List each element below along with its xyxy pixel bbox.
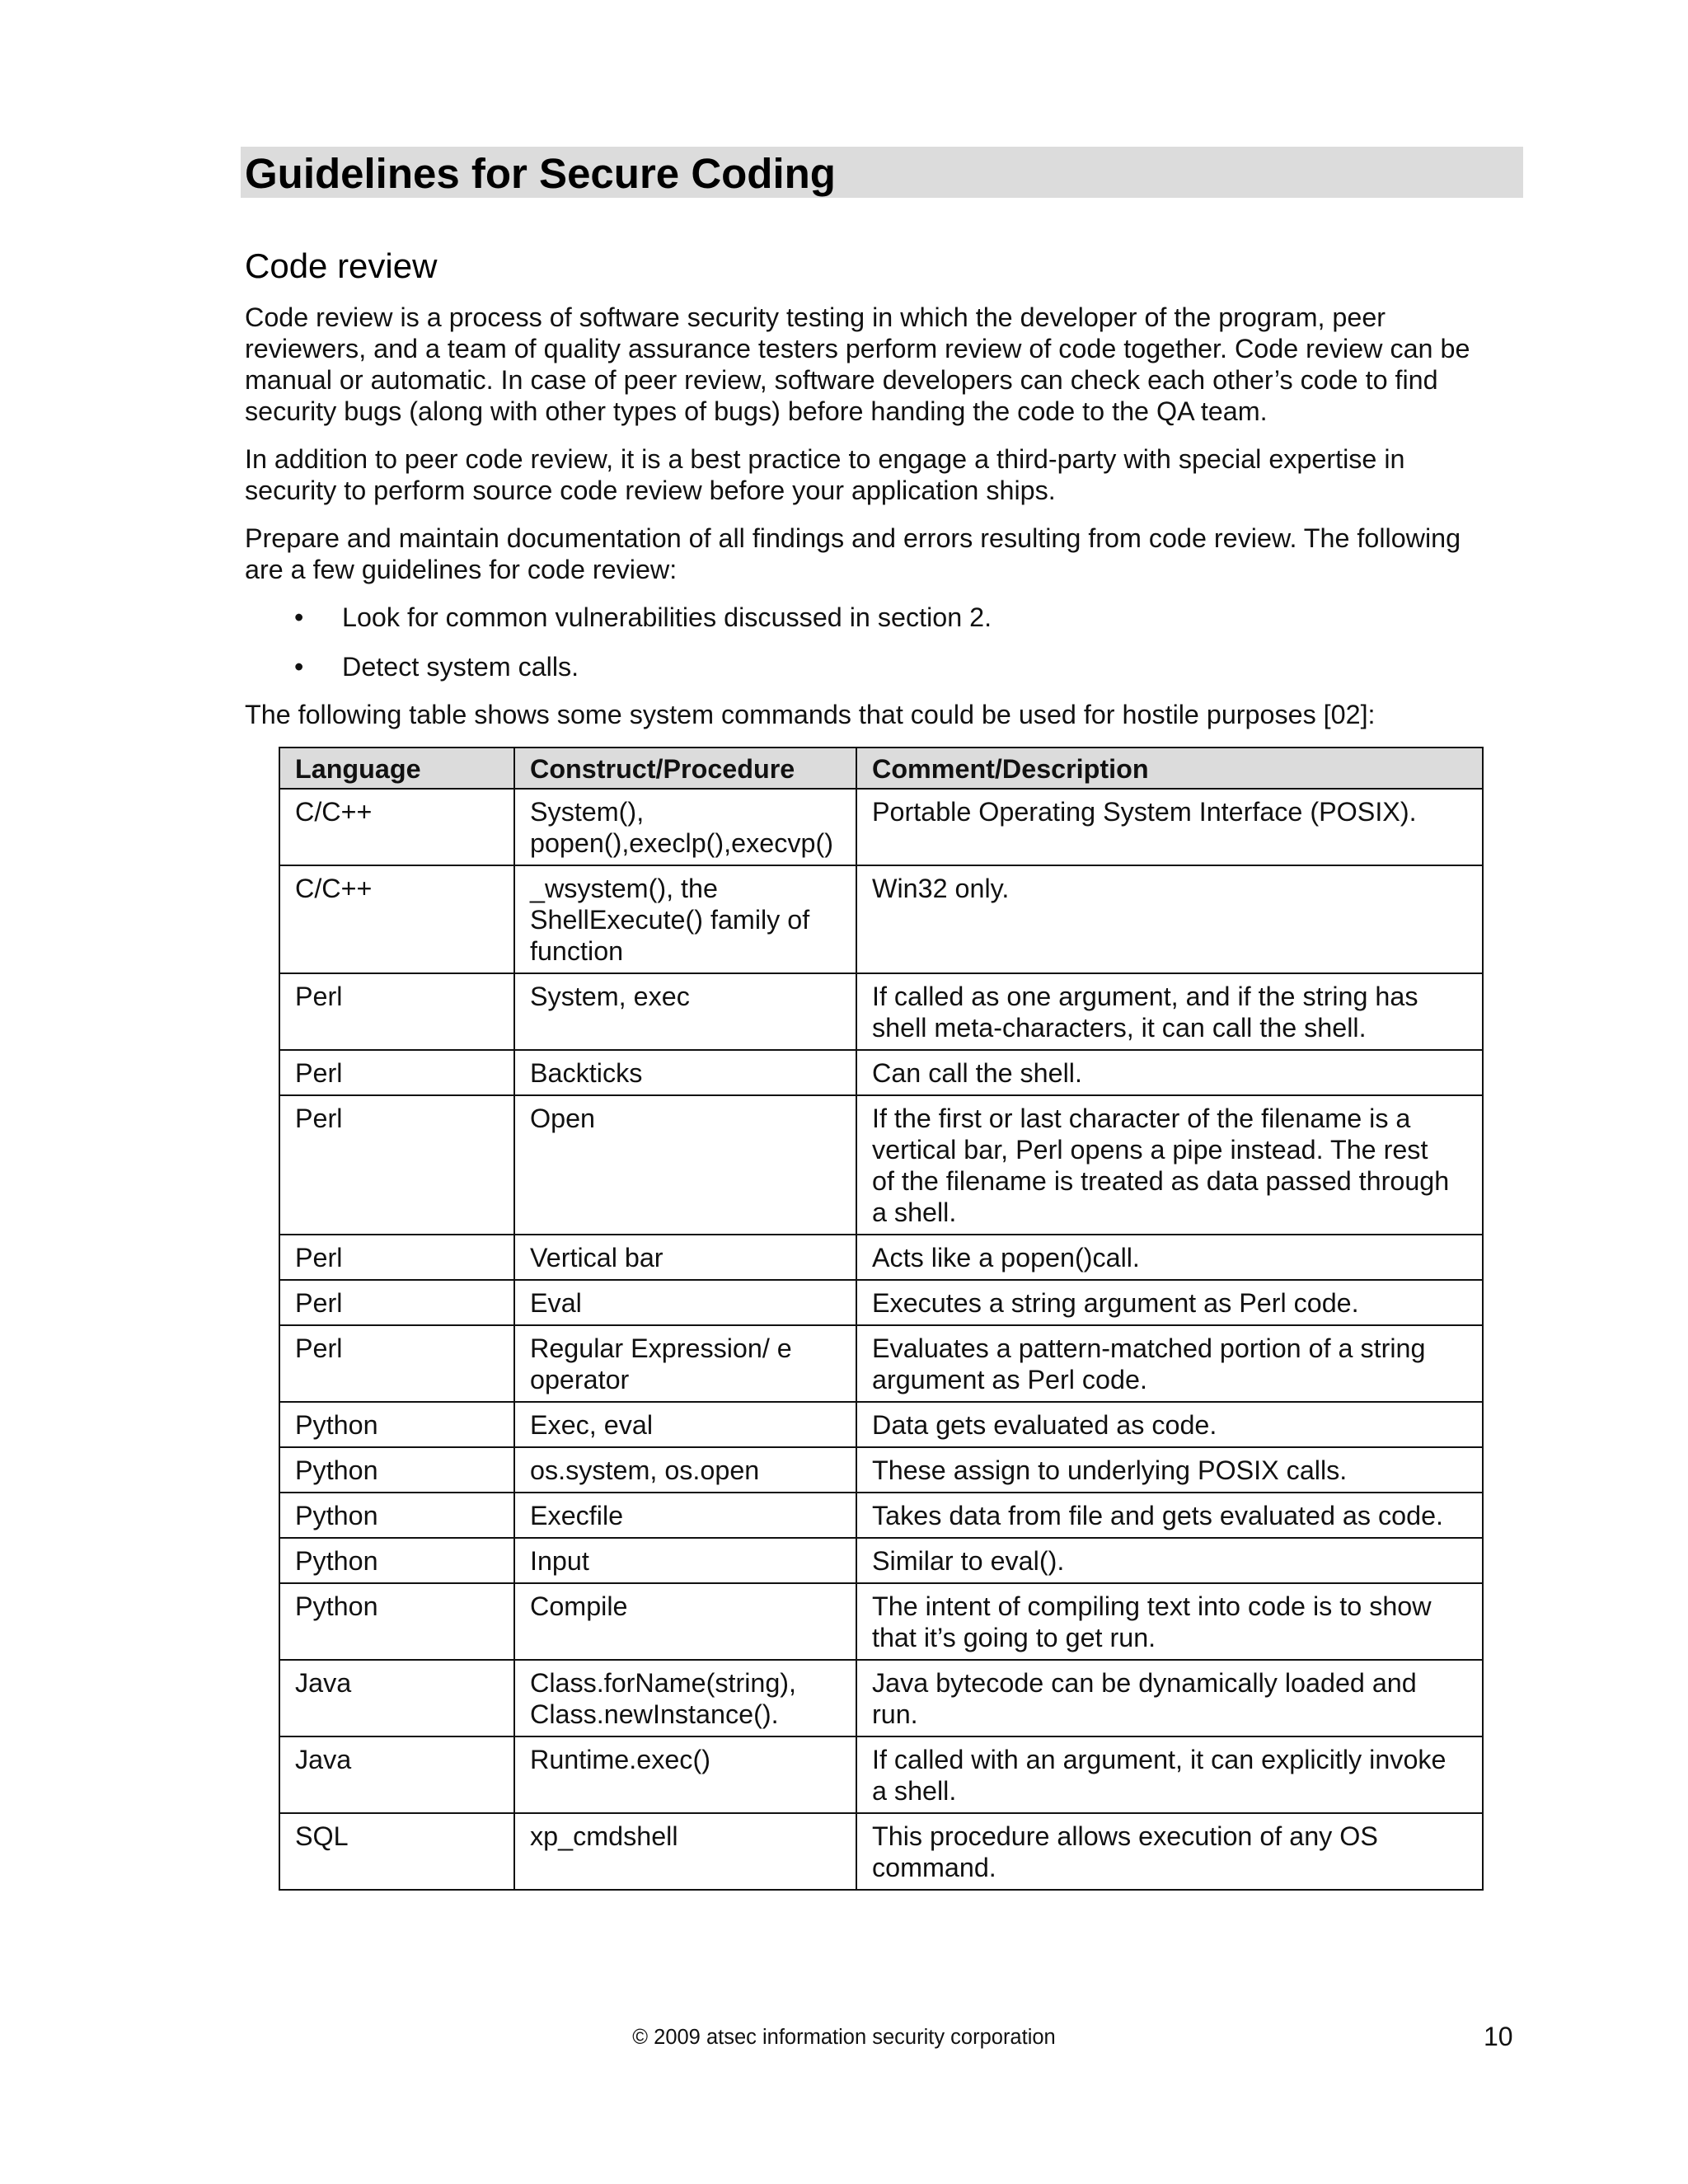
cell-line: Win32 only. bbox=[872, 874, 1010, 903]
paragraph-line: manual or automatic. In case of peer review, software developers can check each other’s code to find bbox=[245, 365, 1438, 395]
cell-line: C/C++ bbox=[295, 874, 373, 903]
section-heading: Code review bbox=[245, 246, 438, 285]
cell-line: Acts like a popen()call. bbox=[872, 1243, 1140, 1272]
cell-line: If called as one argument, and if the string has bbox=[872, 982, 1418, 1011]
cell-language bbox=[279, 1736, 514, 1813]
cell-comment bbox=[856, 1538, 1483, 1583]
cell-construct bbox=[514, 1493, 856, 1538]
table-row bbox=[279, 1280, 1483, 1325]
cell-line: _wsystem(), the bbox=[530, 874, 718, 903]
cell-line: Python bbox=[295, 1455, 378, 1485]
cell-line: ShellExecute() family of bbox=[530, 905, 810, 935]
cell-line: Data gets evaluated as code. bbox=[872, 1410, 1217, 1440]
table-intro: The following table shows some system commands that could be used for hostile purposes [02]: bbox=[245, 700, 1376, 729]
cell-line: Regular Expression/ e bbox=[530, 1333, 792, 1363]
cell-line: Takes data from file and gets evaluated as code. bbox=[872, 1501, 1444, 1530]
cell-construct bbox=[514, 1583, 856, 1660]
cell-language bbox=[279, 1447, 514, 1493]
cell-line: Perl bbox=[295, 1058, 343, 1088]
table-row bbox=[279, 1660, 1483, 1736]
cell-construct bbox=[514, 1235, 856, 1280]
cell-line: System(), bbox=[530, 797, 645, 827]
cell-comment bbox=[856, 1583, 1483, 1660]
cell-line: a shell. bbox=[872, 1197, 957, 1227]
cell-line: run. bbox=[872, 1699, 918, 1729]
table-row bbox=[279, 1095, 1483, 1235]
cell-comment bbox=[856, 1325, 1483, 1402]
cell-line: that it’s going to get run. bbox=[872, 1623, 1156, 1652]
cell-language bbox=[279, 1813, 514, 1890]
paragraph-line: security to perform source code review before your application ships. bbox=[245, 476, 1056, 505]
column-header-language: Language bbox=[279, 748, 514, 789]
cell-comment bbox=[856, 1402, 1483, 1447]
cell-line: Backticks bbox=[530, 1058, 643, 1088]
table-row bbox=[279, 1538, 1483, 1583]
cell-language bbox=[279, 789, 514, 865]
cell-line: Portable Operating System Interface (POSIX). bbox=[872, 797, 1417, 827]
table-header-row bbox=[279, 748, 1483, 789]
cell-construct bbox=[514, 1813, 856, 1890]
table-row bbox=[279, 1447, 1483, 1493]
page-number: 10 bbox=[1484, 2022, 1513, 2051]
cell-line: If called with an argument, it can explicitly invoke bbox=[872, 1745, 1447, 1774]
cell-line: shell meta-characters, it can call the shell. bbox=[872, 1013, 1367, 1043]
cell-comment bbox=[856, 1235, 1483, 1280]
cell-line: The intent of compiling text into code is to show bbox=[872, 1591, 1432, 1621]
cell-comment bbox=[856, 1447, 1483, 1493]
cell-comment bbox=[856, 1736, 1483, 1813]
cell-language bbox=[279, 1325, 514, 1402]
cell-language bbox=[279, 1280, 514, 1325]
cell-line: These assign to underlying POSIX calls. bbox=[872, 1455, 1348, 1485]
cell-line: Perl bbox=[295, 1288, 343, 1318]
cell-line: Class.newInstance(). bbox=[530, 1699, 779, 1729]
bullet-icon: • bbox=[294, 602, 304, 632]
cell-line: of the filename is treated as data passed through bbox=[872, 1166, 1450, 1196]
cell-line: Java bytecode can be dynamically loaded and bbox=[872, 1668, 1417, 1698]
table-row bbox=[279, 973, 1483, 1050]
cell-language bbox=[279, 1660, 514, 1736]
cell-construct bbox=[514, 1402, 856, 1447]
cell-line: Java bbox=[295, 1668, 352, 1698]
cell-construct bbox=[514, 973, 856, 1050]
paragraph-line: are a few guidelines for code review: bbox=[245, 555, 678, 584]
list-item-text: Look for common vulnerabilities discussed in section 2. bbox=[342, 602, 992, 632]
paragraph-2 bbox=[245, 443, 1514, 506]
table-row bbox=[279, 1493, 1483, 1538]
cell-line: Perl bbox=[295, 982, 343, 1011]
cell-line: Similar to eval(). bbox=[872, 1546, 1065, 1576]
cell-line: Perl bbox=[295, 1243, 343, 1272]
cell-construct bbox=[514, 1736, 856, 1813]
cell-line: Can call the shell. bbox=[872, 1058, 1082, 1088]
title-band bbox=[241, 147, 1523, 198]
cell-construct bbox=[514, 789, 856, 865]
cell-comment bbox=[856, 973, 1483, 1050]
cell-line: operator bbox=[530, 1365, 630, 1394]
cell-construct bbox=[514, 1280, 856, 1325]
cell-line: Compile bbox=[530, 1591, 628, 1621]
paragraph-line: Code review is a process of software security testing in which the developer of the program, peer bbox=[245, 302, 1386, 332]
cell-comment bbox=[856, 1280, 1483, 1325]
cell-line: Python bbox=[295, 1410, 378, 1440]
cell-comment bbox=[856, 865, 1483, 973]
paragraph-line: Prepare and maintain documentation of all findings and errors resulting from code review. The following bbox=[245, 523, 1461, 553]
cell-line: Python bbox=[295, 1546, 378, 1576]
cell-line: SQL bbox=[295, 1821, 349, 1851]
paragraph-line: security bugs (along with other types of bugs) before handing the code to the QA team. bbox=[245, 396, 1268, 426]
cell-line: Java bbox=[295, 1745, 352, 1774]
page-title: Guidelines for Secure Coding bbox=[245, 150, 836, 197]
cell-construct bbox=[514, 1538, 856, 1583]
cell-comment bbox=[856, 789, 1483, 865]
table-row bbox=[279, 1235, 1483, 1280]
cell-line: If the first or last character of the filename is a bbox=[872, 1104, 1411, 1133]
cell-line: a shell. bbox=[872, 1776, 957, 1806]
table-row bbox=[279, 1583, 1483, 1660]
cell-line: Input bbox=[530, 1546, 589, 1576]
cell-comment bbox=[856, 1050, 1483, 1095]
cell-line: Executes a string argument as Perl code. bbox=[872, 1288, 1359, 1318]
cell-comment bbox=[856, 1813, 1483, 1890]
paragraph-line: reviewers, and a team of quality assurance testers perform review of code together. Code review can be bbox=[245, 334, 1470, 363]
cell-line: vertical bar, Perl opens a pipe instead. The rest bbox=[872, 1135, 1428, 1165]
cell-line: Exec, eval bbox=[530, 1410, 653, 1440]
table-body bbox=[279, 789, 1483, 1890]
column-header-construct: Construct/Procedure bbox=[514, 748, 856, 789]
cell-line: os.system, os.open bbox=[530, 1455, 760, 1485]
cell-construct bbox=[514, 1447, 856, 1493]
cell-line: Evaluates a pattern-matched portion of a string bbox=[872, 1333, 1426, 1363]
cell-line: argument as Perl code. bbox=[872, 1365, 1147, 1394]
cell-line: Python bbox=[295, 1501, 378, 1530]
list-item-text: Detect system calls. bbox=[342, 652, 579, 682]
paragraph-1 bbox=[245, 302, 1514, 427]
cell-line: System, exec bbox=[530, 982, 690, 1011]
cell-line: xp_cmdshell bbox=[530, 1821, 678, 1851]
table-row bbox=[279, 1402, 1483, 1447]
cell-language bbox=[279, 1583, 514, 1660]
cell-line: Perl bbox=[295, 1104, 343, 1133]
cell-language bbox=[279, 1235, 514, 1280]
table-row bbox=[279, 1325, 1483, 1402]
footer-copyright: © 2009 atsec information security corporation bbox=[632, 2026, 1056, 2049]
cell-line: C/C++ bbox=[295, 797, 373, 827]
cell-construct bbox=[514, 1095, 856, 1235]
cell-line: Vertical bar bbox=[530, 1243, 663, 1272]
cell-language bbox=[279, 1050, 514, 1095]
system-commands-table bbox=[279, 747, 1484, 1891]
cell-line: Perl bbox=[295, 1333, 343, 1363]
cell-line: Execfile bbox=[530, 1501, 624, 1530]
cell-construct bbox=[514, 1660, 856, 1736]
bullet-icon: • bbox=[294, 652, 304, 682]
cell-language bbox=[279, 973, 514, 1050]
cell-comment bbox=[856, 1493, 1483, 1538]
cell-language bbox=[279, 1402, 514, 1447]
cell-language bbox=[279, 1493, 514, 1538]
cell-language bbox=[279, 1095, 514, 1235]
cell-language bbox=[279, 865, 514, 973]
paragraph-line: In addition to peer code review, it is a best practice to engage a third-party with special expertise in bbox=[245, 444, 1405, 474]
cell-line: command. bbox=[872, 1853, 996, 1882]
cell-line: Python bbox=[295, 1591, 378, 1621]
cell-line: Eval bbox=[530, 1288, 582, 1318]
cell-construct bbox=[514, 1325, 856, 1402]
cell-line: function bbox=[530, 936, 624, 966]
cell-comment bbox=[856, 1095, 1483, 1235]
cell-line: popen(),execlp(),execvp() bbox=[530, 828, 833, 858]
table-row bbox=[279, 1736, 1483, 1813]
cell-line: Open bbox=[530, 1104, 596, 1133]
cell-line: Class.forName(string), bbox=[530, 1668, 797, 1698]
table-row bbox=[279, 1050, 1483, 1095]
table-row bbox=[279, 789, 1483, 865]
table-row bbox=[279, 1813, 1483, 1890]
cell-construct bbox=[514, 865, 856, 973]
cell-line: Runtime.exec() bbox=[530, 1745, 710, 1774]
cell-construct bbox=[514, 1050, 856, 1095]
cell-language bbox=[279, 1538, 514, 1583]
column-header-comment: Comment/Description bbox=[856, 748, 1483, 789]
table-row bbox=[279, 865, 1483, 973]
paragraph-3 bbox=[245, 523, 1514, 585]
cell-comment bbox=[856, 1660, 1483, 1736]
cell-line: This procedure allows execution of any OS bbox=[872, 1821, 1378, 1851]
